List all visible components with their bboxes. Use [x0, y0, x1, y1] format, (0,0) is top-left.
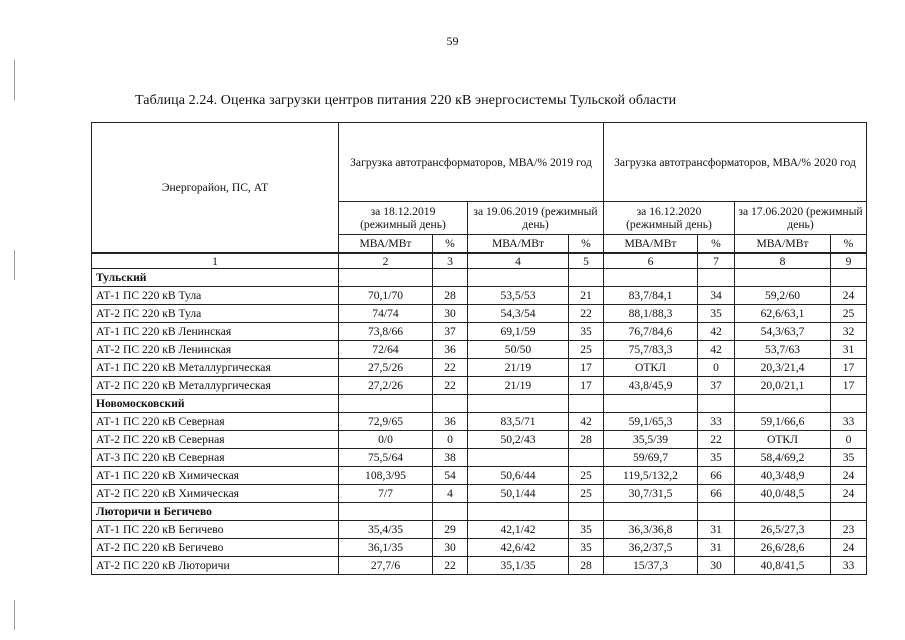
- load-pct-cell: 31: [698, 539, 735, 557]
- table-row: [92, 323, 867, 341]
- load-mva-cell: 88,1/88,3: [604, 305, 698, 323]
- empty-cell: [604, 269, 698, 287]
- load-pct-cell: 31: [698, 521, 735, 539]
- load-mva-cell: 62,6/63,1: [735, 305, 831, 323]
- load-pct-cell: 54: [433, 467, 468, 485]
- load-mva-cell: 50,6/44: [468, 467, 569, 485]
- load-mva-cell: 43,8/45,9: [604, 377, 698, 395]
- load-mva-cell: ОТКЛ: [604, 359, 698, 377]
- load-pct-cell: 66: [698, 485, 735, 503]
- load-pct-cell: 33: [831, 557, 867, 575]
- load-mva-cell: 72/64: [339, 341, 433, 359]
- transformer-name: АТ-1 ПС 220 кВ Ленинская: [92, 323, 339, 341]
- table-row: [92, 287, 867, 305]
- load-pct-cell: 17: [831, 377, 867, 395]
- transformer-name: АТ-1 ПС 220 кВ Химическая: [92, 467, 339, 485]
- load-mva-cell: 27,2/26: [339, 377, 433, 395]
- load-mva-cell: 76,7/84,6: [604, 323, 698, 341]
- header-unit-mva: МВА/МВт: [339, 235, 433, 254]
- empty-cell: [339, 269, 433, 287]
- load-mva-cell: 27,7/6: [339, 557, 433, 575]
- empty-cell: [569, 395, 604, 413]
- load-mva-cell: [468, 449, 569, 467]
- load-mva-cell: 59,2/60: [735, 287, 831, 305]
- load-mva-cell: 42,1/42: [468, 521, 569, 539]
- load-pct-cell: 42: [698, 341, 735, 359]
- transformer-name: АТ-1 ПС 220 кВ Бегичево: [92, 521, 339, 539]
- transformer-name: АТ-1 ПС 220 кВ Тула: [92, 287, 339, 305]
- column-number: 3: [433, 253, 468, 269]
- left-edge-mark: [14, 60, 15, 100]
- column-number: 1: [92, 253, 339, 269]
- load-mva-cell: 30,7/31,5: [604, 485, 698, 503]
- load-mva-cell: 53,7/63: [735, 341, 831, 359]
- load-pct-cell: 35: [831, 449, 867, 467]
- empty-cell: [468, 395, 569, 413]
- load-pct-cell: 36: [433, 413, 468, 431]
- load-pct-cell: 42: [698, 323, 735, 341]
- load-mva-cell: 75,5/64: [339, 449, 433, 467]
- empty-cell: [831, 503, 867, 521]
- load-mva-cell: 59,1/65,3: [604, 413, 698, 431]
- transformer-name: АТ-2 ПС 220 кВ Бегичево: [92, 539, 339, 557]
- column-number: 7: [698, 253, 735, 269]
- load-mva-cell: 54,3/54: [468, 305, 569, 323]
- load-mva-cell: 50/50: [468, 341, 569, 359]
- load-mva-cell: 59/69,7: [604, 449, 698, 467]
- load-mva-cell: 35,5/39: [604, 431, 698, 449]
- empty-cell: [604, 395, 698, 413]
- load-pct-cell: 35: [569, 521, 604, 539]
- column-number: 2: [339, 253, 433, 269]
- transformer-name: АТ-3 ПС 220 кВ Северная: [92, 449, 339, 467]
- table-row: [92, 485, 867, 503]
- transformer-name: АТ-1 ПС 220 кВ Металлургическая: [92, 359, 339, 377]
- transformer-name: АТ-2 ПС 220 кВ Ленинская: [92, 341, 339, 359]
- column-number: 6: [604, 253, 698, 269]
- load-mva-cell: ОТКЛ: [735, 431, 831, 449]
- load-mva-cell: 36,2/37,5: [604, 539, 698, 557]
- load-pct-cell: 42: [569, 413, 604, 431]
- load-mva-cell: 35,1/35: [468, 557, 569, 575]
- load-table-container: [91, 122, 866, 575]
- load-mva-cell: 26,5/27,3: [735, 521, 831, 539]
- column-number: 8: [735, 253, 831, 269]
- table-row: [92, 431, 867, 449]
- load-mva-cell: 69,1/59: [468, 323, 569, 341]
- load-mva-cell: 108,3/95: [339, 467, 433, 485]
- table-row: [92, 359, 867, 377]
- load-mva-cell: 40,0/48,5: [735, 485, 831, 503]
- empty-cell: [735, 503, 831, 521]
- load-pct-cell: 30: [433, 305, 468, 323]
- table-row: [92, 413, 867, 431]
- column-number-row: [92, 253, 867, 269]
- load-pct-cell: 25: [569, 467, 604, 485]
- load-mva-cell: 36,3/36,8: [604, 521, 698, 539]
- transformer-name: АТ-2 ПС 220 кВ Тула: [92, 305, 339, 323]
- load-pct-cell: 24: [831, 539, 867, 557]
- load-mva-cell: 70,1/70: [339, 287, 433, 305]
- load-mva-cell: 58,4/69,2: [735, 449, 831, 467]
- load-pct-cell: 17: [569, 377, 604, 395]
- load-pct-cell: 37: [433, 323, 468, 341]
- header-date-3: за 16.12.2020 (режимный день): [604, 202, 735, 235]
- load-pct-cell: 28: [569, 557, 604, 575]
- load-mva-cell: 50,1/44: [468, 485, 569, 503]
- empty-cell: [604, 503, 698, 521]
- load-mva-cell: 72,9/65: [339, 413, 433, 431]
- header-unit-pct: %: [831, 235, 867, 254]
- empty-cell: [831, 395, 867, 413]
- load-mva-cell: 83,5/71: [468, 413, 569, 431]
- table-row: [92, 305, 867, 323]
- load-pct-cell: 22: [569, 305, 604, 323]
- load-pct-cell: 0: [698, 359, 735, 377]
- table-row: [92, 557, 867, 575]
- empty-cell: [698, 269, 735, 287]
- header-date-2: за 19.06.2019 (режимный день): [468, 202, 604, 235]
- load-pct-cell: 22: [433, 377, 468, 395]
- load-pct-cell: 4: [433, 485, 468, 503]
- load-mva-cell: 21/19: [468, 359, 569, 377]
- load-pct-cell: 25: [569, 341, 604, 359]
- load-pct-cell: 35: [698, 305, 735, 323]
- load-mva-cell: 59,1/66,6: [735, 413, 831, 431]
- transformer-name: АТ-2 ПС 220 кВ Химическая: [92, 485, 339, 503]
- load-mva-cell: 7/7: [339, 485, 433, 503]
- load-pct-cell: 36: [433, 341, 468, 359]
- load-mva-cell: 26,6/28,6: [735, 539, 831, 557]
- region-name: Люторичи и Бегичево: [92, 503, 339, 521]
- table-row: [92, 467, 867, 485]
- empty-cell: [569, 269, 604, 287]
- column-number: 9: [831, 253, 867, 269]
- region-row: [92, 269, 867, 287]
- table-body: [92, 253, 867, 575]
- load-pct-cell: 30: [698, 557, 735, 575]
- load-pct-cell: 17: [831, 359, 867, 377]
- load-pct-cell: 38: [433, 449, 468, 467]
- table-row: [92, 377, 867, 395]
- empty-cell: [698, 395, 735, 413]
- load-mva-cell: 35,4/35: [339, 521, 433, 539]
- load-mva-cell: 20,0/21,1: [735, 377, 831, 395]
- load-pct-cell: 33: [831, 413, 867, 431]
- load-pct-cell: 0: [831, 431, 867, 449]
- load-mva-cell: 73,8/66: [339, 323, 433, 341]
- load-mva-cell: 74/74: [339, 305, 433, 323]
- column-number: 5: [569, 253, 604, 269]
- load-mva-cell: 50,2/43: [468, 431, 569, 449]
- empty-cell: [433, 395, 468, 413]
- table-row: [92, 341, 867, 359]
- load-pct-cell: 24: [831, 287, 867, 305]
- load-pct-cell: 37: [698, 377, 735, 395]
- header-unit-pct: %: [698, 235, 735, 254]
- load-pct-cell: 24: [831, 467, 867, 485]
- region-name: Тульский: [92, 269, 339, 287]
- load-pct-cell: 29: [433, 521, 468, 539]
- load-pct-cell: 35: [569, 323, 604, 341]
- column-number: 4: [468, 253, 569, 269]
- load-mva-cell: 36,1/35: [339, 539, 433, 557]
- header-unit-mva: МВА/МВт: [468, 235, 569, 254]
- table-row: [92, 449, 867, 467]
- header-unit-mva: МВА/МВт: [604, 235, 698, 254]
- load-pct-cell: 35: [698, 449, 735, 467]
- load-mva-cell: 75,7/83,3: [604, 341, 698, 359]
- header-group-2020: Загрузка автотрансформаторов, МВА/% 2020 год: [604, 123, 867, 202]
- load-pct-cell: 35: [569, 539, 604, 557]
- load-pct-cell: 0: [433, 431, 468, 449]
- region-row: [92, 503, 867, 521]
- load-pct-cell: 24: [831, 485, 867, 503]
- empty-cell: [468, 503, 569, 521]
- load-table: [91, 122, 867, 575]
- load-mva-cell: 15/37,3: [604, 557, 698, 575]
- load-pct-cell: 30: [433, 539, 468, 557]
- empty-cell: [569, 503, 604, 521]
- table-caption: Таблица 2.24. Оценка загрузки центров питания 220 кВ энергосистемы Тульской области: [135, 93, 677, 108]
- load-pct-cell: 25: [831, 305, 867, 323]
- left-edge-mark: [14, 250, 15, 280]
- load-mva-cell: 40,3/48,9: [735, 467, 831, 485]
- load-pct-cell: 17: [569, 359, 604, 377]
- transformer-name: АТ-1 ПС 220 кВ Северная: [92, 413, 339, 431]
- load-mva-cell: 42,6/42: [468, 539, 569, 557]
- load-mva-cell: 27,5/26: [339, 359, 433, 377]
- page-number: 59: [446, 34, 459, 48]
- load-pct-cell: 66: [698, 467, 735, 485]
- empty-cell: [433, 503, 468, 521]
- load-pct-cell: 25: [569, 485, 604, 503]
- load-pct-cell: 32: [831, 323, 867, 341]
- load-mva-cell: 53,5/53: [468, 287, 569, 305]
- header-unit-mva: МВА/МВт: [735, 235, 831, 254]
- transformer-name: АТ-2 ПС 220 кВ Металлургическая: [92, 377, 339, 395]
- load-pct-cell: 21: [569, 287, 604, 305]
- header-group-2019: Загрузка автотрансформаторов, МВА/% 2019 год: [339, 123, 604, 202]
- region-name: Новомосковский: [92, 395, 339, 413]
- empty-cell: [698, 503, 735, 521]
- header-unit-pct: %: [433, 235, 468, 254]
- empty-cell: [339, 503, 433, 521]
- empty-cell: [831, 269, 867, 287]
- load-pct-cell: 28: [569, 431, 604, 449]
- load-pct-cell: 28: [433, 287, 468, 305]
- load-mva-cell: 20,3/21,4: [735, 359, 831, 377]
- left-edge-mark: [14, 600, 15, 630]
- load-mva-cell: 21/19: [468, 377, 569, 395]
- load-mva-cell: 83,7/84,1: [604, 287, 698, 305]
- load-pct-cell: 23: [831, 521, 867, 539]
- load-mva-cell: 54,3/63,7: [735, 323, 831, 341]
- empty-cell: [735, 395, 831, 413]
- table-row: [92, 539, 867, 557]
- header-row-label: Энергорайон, ПС, АТ: [92, 123, 339, 254]
- header-unit-pct: %: [569, 235, 604, 254]
- load-pct-cell: 22: [433, 557, 468, 575]
- load-pct-cell: 31: [831, 341, 867, 359]
- load-pct-cell: 33: [698, 413, 735, 431]
- load-pct-cell: [569, 449, 604, 467]
- load-pct-cell: 22: [698, 431, 735, 449]
- empty-cell: [433, 269, 468, 287]
- load-mva-cell: 119,5/132,2: [604, 467, 698, 485]
- transformer-name: АТ-2 ПС 220 кВ Люторичи: [92, 557, 339, 575]
- table-row: [92, 521, 867, 539]
- load-pct-cell: 22: [433, 359, 468, 377]
- load-mva-cell: 0/0: [339, 431, 433, 449]
- empty-cell: [339, 395, 433, 413]
- header-date-1: за 18.12.2019 (режимный день): [339, 202, 468, 235]
- load-mva-cell: 40,8/41,5: [735, 557, 831, 575]
- load-pct-cell: 34: [698, 287, 735, 305]
- region-row: [92, 395, 867, 413]
- empty-cell: [735, 269, 831, 287]
- transformer-name: АТ-2 ПС 220 кВ Северная: [92, 431, 339, 449]
- empty-cell: [468, 269, 569, 287]
- header-date-4: за 17.06.2020 (режимный день): [735, 202, 867, 235]
